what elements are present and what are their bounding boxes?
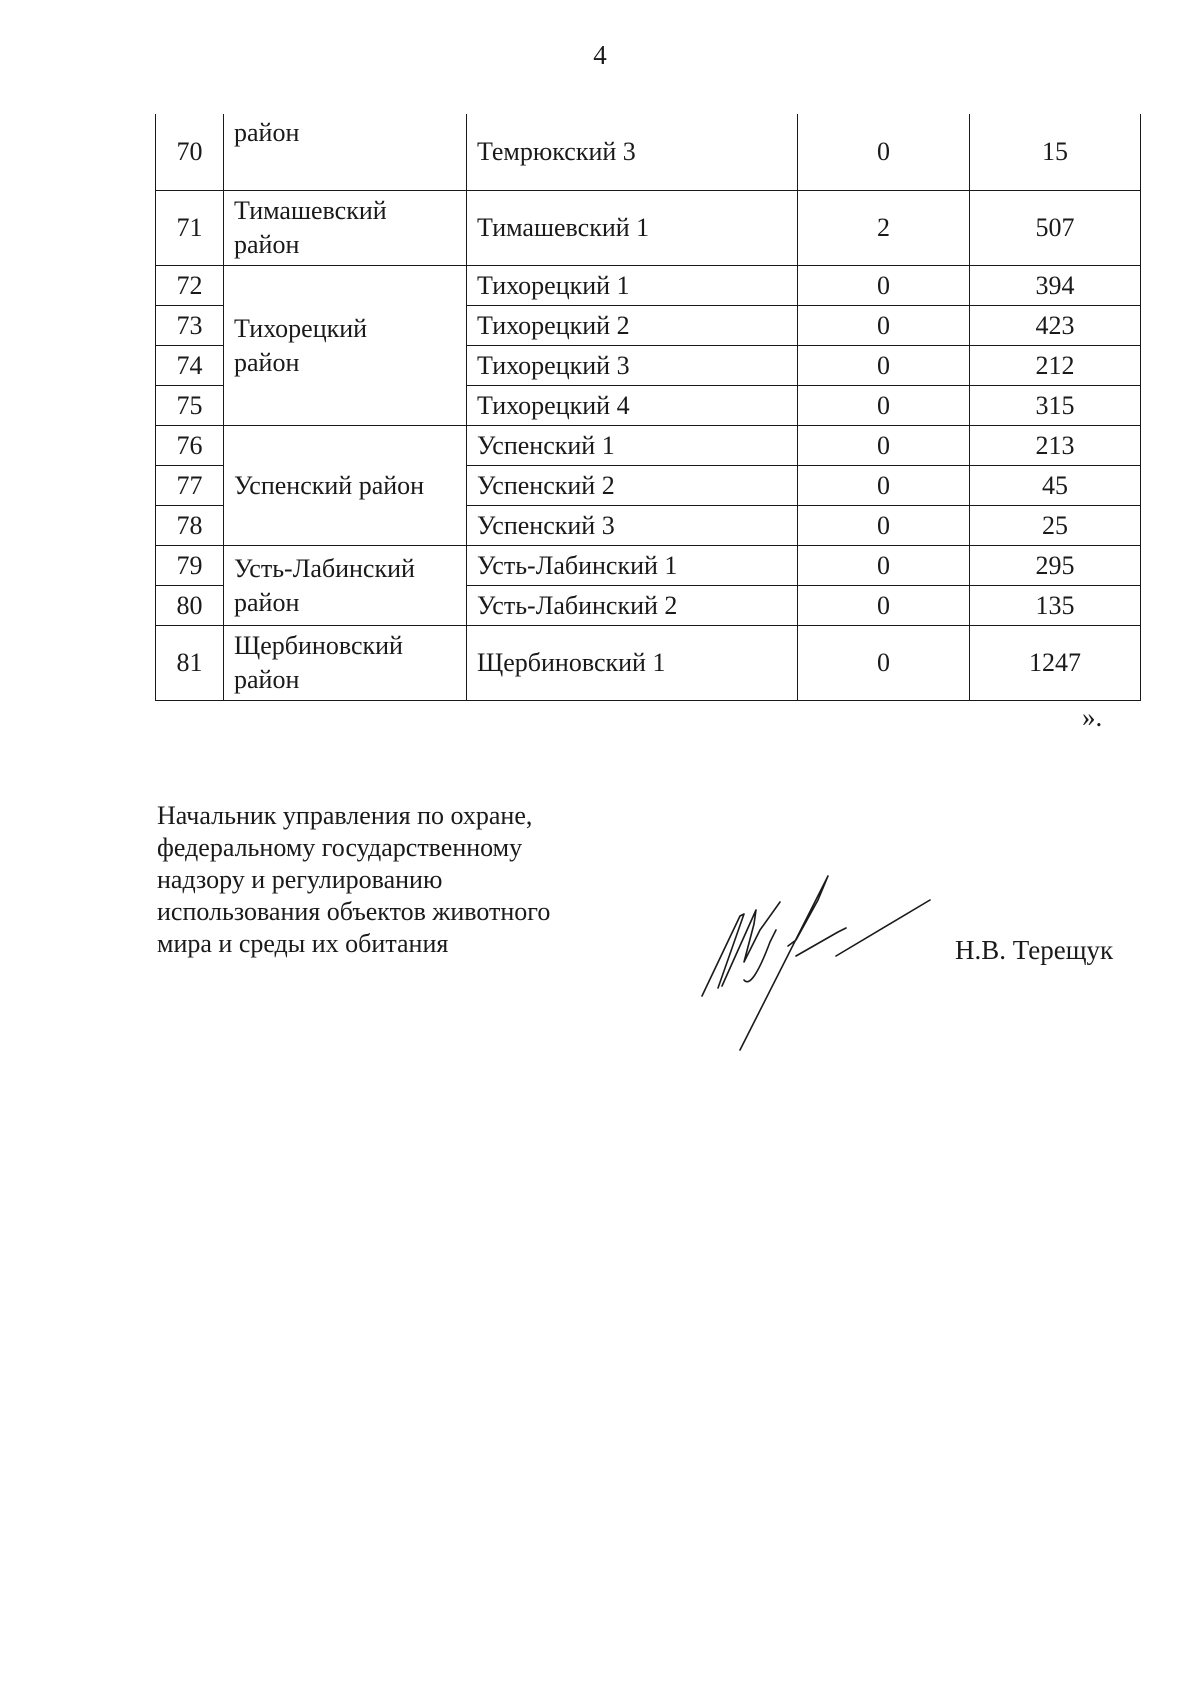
value-a-cell: 0 <box>798 546 970 586</box>
district-cell <box>224 546 467 626</box>
value-b-cell: 394 <box>970 266 1141 306</box>
value-a-cell: 0 <box>798 506 970 546</box>
site-name-cell: Тихорецкий 1 <box>467 266 798 306</box>
row-number: 70 <box>156 114 224 191</box>
districts-table <box>155 114 1141 701</box>
district-cell <box>224 426 467 546</box>
site-name-cell: Тихорецкий 3 <box>467 346 798 386</box>
signatory-title-line: федеральному государственному <box>157 833 523 862</box>
district-line: Щербиновский <box>234 631 403 661</box>
row-number: 75 <box>156 386 224 426</box>
site-name-cell: Успенский 1 <box>467 426 798 466</box>
site-name-cell: Тимашевский 1 <box>467 191 798 266</box>
table-row <box>156 266 1141 306</box>
district-line: район <box>234 347 300 377</box>
signatory-title-line: мира и среды их обитания <box>157 929 449 958</box>
value-b-cell: 25 <box>970 506 1141 546</box>
row-number: 77 <box>156 466 224 506</box>
site-name-cell: Усть-Лабинский 2 <box>467 586 798 626</box>
site-name-cell: Тихорецкий 4 <box>467 386 798 426</box>
district-line: район <box>234 118 300 147</box>
signatory-title-line: надзору и регулированию <box>157 865 443 894</box>
value-b-cell: 45 <box>970 466 1141 506</box>
row-number: 73 <box>156 306 224 346</box>
value-a-cell: 0 <box>798 586 970 626</box>
district-cell <box>224 114 467 191</box>
district-cell <box>224 626 467 701</box>
signatory-title-line: использования объектов животного <box>157 897 551 926</box>
row-number: 80 <box>156 586 224 626</box>
page-number: 4 <box>593 40 607 70</box>
site-name-cell: Успенский 3 <box>467 506 798 546</box>
value-b-cell: 212 <box>970 346 1141 386</box>
value-b-cell: 135 <box>970 586 1141 626</box>
site-name-cell: Тихорецкий 2 <box>467 306 798 346</box>
value-a-cell: 0 <box>798 466 970 506</box>
district-line: Усть-Лабинский <box>234 553 415 583</box>
value-a-cell: 0 <box>798 306 970 346</box>
district-line: район <box>234 587 300 617</box>
table-row <box>156 546 1141 586</box>
value-b-cell: 507 <box>970 191 1141 266</box>
district-line: Успенский район <box>234 470 425 500</box>
row-number: 79 <box>156 546 224 586</box>
table-row <box>156 114 1141 191</box>
table-row <box>156 426 1141 466</box>
row-number: 71 <box>156 191 224 266</box>
value-a-cell: 0 <box>798 266 970 306</box>
value-b-cell: 295 <box>970 546 1141 586</box>
district-line: Тихорецкий <box>234 313 368 343</box>
site-name-cell: Усть-Лабинский 1 <box>467 546 798 586</box>
district-line: район <box>234 665 300 694</box>
handwritten-signature <box>700 870 940 1070</box>
value-a-cell: 2 <box>798 191 970 266</box>
signatory-title <box>157 800 637 960</box>
value-a-cell: 0 <box>798 426 970 466</box>
value-b-cell: 1247 <box>970 626 1141 701</box>
row-number: 72 <box>156 266 224 306</box>
value-a-cell: 0 <box>798 386 970 426</box>
district-cell <box>224 266 467 426</box>
district-cell <box>224 191 467 266</box>
row-number: 74 <box>156 346 224 386</box>
site-name-cell: Темрюкский 3 <box>467 114 798 191</box>
site-name-cell: Щербиновский 1 <box>467 626 798 701</box>
value-b-cell: 423 <box>970 306 1141 346</box>
row-number: 76 <box>156 426 224 466</box>
district-line: район <box>234 230 300 259</box>
value-b-cell: 15 <box>970 114 1141 191</box>
signer-name: Н.В. Терещук <box>955 935 1114 965</box>
table-row <box>156 191 1141 266</box>
row-number: 81 <box>156 626 224 701</box>
signatory-title-line: Начальник управления по охране, <box>157 801 533 830</box>
table-row <box>156 626 1141 701</box>
site-name-cell: Успенский 2 <box>467 466 798 506</box>
row-number: 78 <box>156 506 224 546</box>
closing-quote-mark: ». <box>1082 702 1103 732</box>
value-b-cell: 213 <box>970 426 1141 466</box>
value-b-cell: 315 <box>970 386 1141 426</box>
district-line: Тимашевский <box>234 196 387 226</box>
value-a-cell: 0 <box>798 346 970 386</box>
value-a-cell: 0 <box>798 626 970 701</box>
value-a-cell: 0 <box>798 114 970 191</box>
